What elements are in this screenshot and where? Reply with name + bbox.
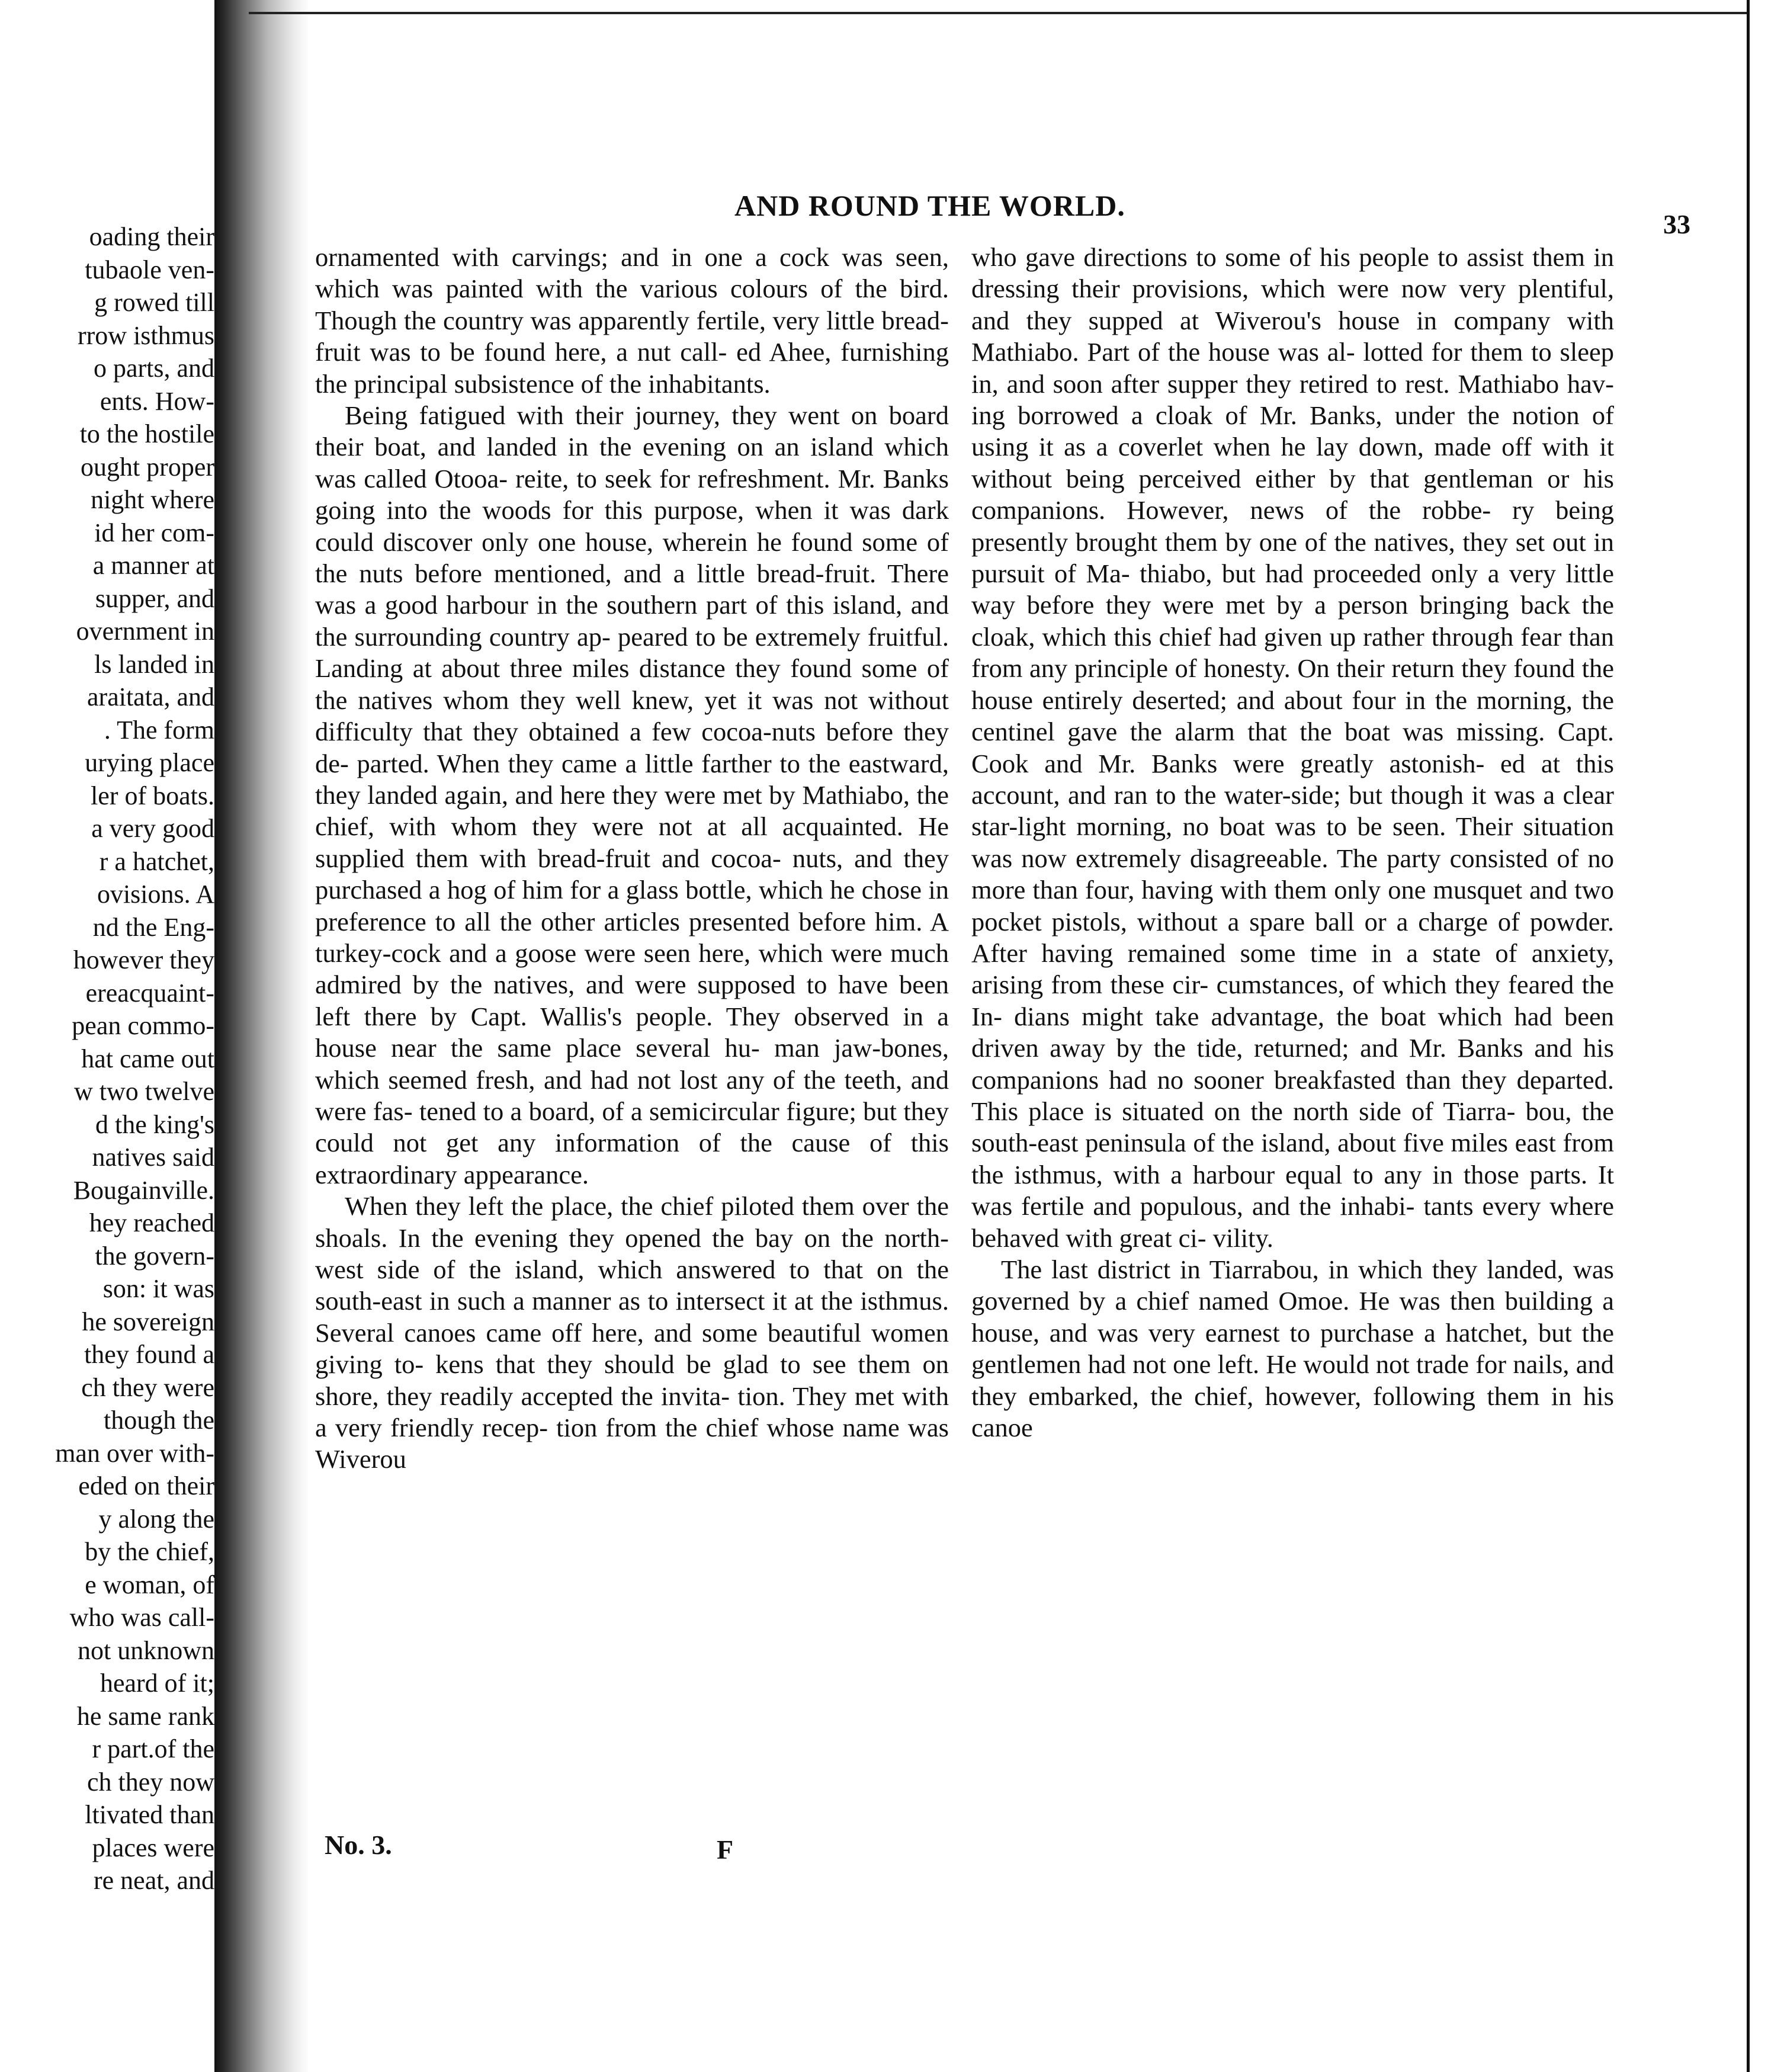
facing-page-line: to the hostile bbox=[79, 419, 214, 448]
signature-mark: F bbox=[717, 1834, 734, 1865]
facing-page-line: r part.of the bbox=[92, 1734, 214, 1763]
facing-page-line: d the king's bbox=[95, 1109, 214, 1139]
facing-page-line: son: it was bbox=[102, 1274, 214, 1303]
facing-page-line: by the chief, bbox=[85, 1537, 214, 1566]
facing-page-line: hey reached bbox=[89, 1208, 214, 1237]
facing-page-line: who was call- bbox=[69, 1603, 214, 1632]
facing-page-line: a very good bbox=[91, 814, 214, 843]
facing-page-line: r a hatchet, bbox=[99, 846, 214, 876]
facing-page-line: he same rank bbox=[76, 1701, 214, 1731]
facing-page-line: e woman, of bbox=[85, 1570, 214, 1599]
facing-page-line: urying place bbox=[85, 748, 214, 777]
facing-page-line: ler of boats. bbox=[91, 781, 214, 810]
facing-page bbox=[0, 0, 219, 2072]
page-number: 33 bbox=[1663, 209, 1690, 239]
facing-page-line: id her com- bbox=[94, 518, 214, 547]
page-right-edge bbox=[1747, 0, 1784, 2072]
running-head: AND ROUND THE WORLD. bbox=[734, 189, 1125, 222]
facing-page-line: heard of it; bbox=[100, 1669, 214, 1698]
binding-gutter bbox=[214, 0, 309, 2072]
facing-page-line: places were bbox=[92, 1833, 214, 1862]
facing-page-line: ought proper bbox=[80, 452, 214, 482]
facing-page-line: man over with- bbox=[55, 1438, 214, 1468]
facing-page-line: ereacquaint- bbox=[85, 978, 214, 1008]
facing-page-line: y along the bbox=[98, 1504, 214, 1534]
facing-page-line: ovisions. A bbox=[97, 880, 214, 909]
paragraph: who gave directions to some of his people to assist them in dressing their provisions, which were now very plentiful, and they supped at Wiverou's house in company with Mathiabo. Part of the house was al- lotted for them to sleep in, and soon after supper they retired to rest. Mathiabo hav- ing borrowed a cloak of Mr. Banks, under the notion of using it as a coverlet when he lay down, made off with it without being perceived either by that gentleman or his companions. However, news of the robbe- ry being presently brought them by one of the natives, they set out in pursuit of Ma- thiabo, but had proceeded only a very little way before they were met by a person bringing back the cloak, which this chief had given up rather through fear than from any principle of honesty. On their return they found the house entirely deserted; and about four in the morning, the centinel gave the alarm that the boat was missing. Capt. Cook and Mr. Banks were greatly astonish- ed at this account, and ran to the water-side; but though it was a clear star-light morning, no boat was to be seen. Their situation was now extremely disagreeable. The party consisted of no more than four, having with them only one musquet and two pocket pistols, without a spare ball or a charge of powder. After having remained some time in a state of anxiety, arising from these cir- cumstances, of which they feared the In- dians might take advantage, the boat which had been driven away by the tide, returned; and Mr. Banks and his companions had no sooner breakfasted than they departed. This place is situated on the north side of Tiarra- bou, the south-east peninsula of the island, about five miles east from the isthmus, with a harbour equal to any in those parts. It was fertile and populous, and the inhabi- tants every where behaved with great ci- vility. bbox=[971, 242, 1614, 1253]
facing-page-line: Bougainville. bbox=[73, 1175, 214, 1205]
facing-page-line: though the bbox=[104, 1406, 214, 1435]
facing-page-line: tubaole ven- bbox=[85, 255, 214, 284]
facing-page-line: natives said bbox=[92, 1143, 214, 1172]
facing-page-line: a manner at bbox=[92, 551, 214, 580]
facing-page-line: nd the Eng- bbox=[92, 912, 214, 942]
facing-page-line: w two twelve bbox=[73, 1077, 214, 1106]
facing-page-line: hat came out bbox=[81, 1044, 214, 1073]
page-top-edge bbox=[249, 12, 1750, 14]
facing-page-line: ents. How- bbox=[100, 386, 214, 416]
facing-page-line: not unknown bbox=[78, 1635, 214, 1665]
facing-page-line: re neat, and bbox=[94, 1866, 214, 1895]
facing-page-line: pean commo- bbox=[72, 1011, 214, 1040]
facing-page-line: they found a bbox=[84, 1340, 214, 1369]
facing-page-line: he sovereign bbox=[82, 1307, 214, 1336]
facing-page-line: overnment in bbox=[76, 617, 214, 646]
paragraph: When they left the place, the chief piloted them over the shoals. In the evening they opened the bay on the north-west side of the island, which answered to that on the south-east in such a manner as to intersect it at the isthmus. Several canoes came off here, and some beautiful women giving to- kens that they should be glad to see them on shore, they readily accepted the invita- tion. They met with a very friendly recep- tion from the chief whose name was Wiverou bbox=[315, 1191, 949, 1474]
facing-page-text bbox=[0, 220, 214, 1897]
text-column-left bbox=[315, 242, 949, 1476]
facing-page-line: supper, and bbox=[95, 583, 214, 613]
facing-page-line: ch they were bbox=[81, 1372, 214, 1402]
facing-page-line: night where bbox=[91, 485, 214, 514]
facing-page-line: oading their bbox=[89, 222, 214, 251]
issue-number: No. 3. bbox=[325, 1830, 392, 1860]
facing-page-line: o parts, and bbox=[93, 354, 214, 383]
facing-page-line: eded on their bbox=[78, 1471, 214, 1500]
facing-page-line: rrow isthmus bbox=[78, 320, 214, 350]
facing-page-line: however they bbox=[73, 945, 214, 974]
facing-page-line: ch they now bbox=[86, 1767, 214, 1797]
facing-page-line: araitata, and bbox=[87, 682, 214, 711]
facing-page-line: g rowed till bbox=[94, 288, 214, 317]
facing-page-line: . The form bbox=[104, 715, 214, 745]
facing-page-line: ls landed in bbox=[94, 649, 214, 679]
paragraph: The last district in Tiarrabou, in which they landed, was governed by a chief named Omoe. He was then building a house, and was very earnest to purchase a hatchet, but the gentlemen had not one left. He would not trade for nails, and they embarked, the chief, however, following them in his canoe bbox=[971, 1255, 1614, 1443]
facing-page-line: ltivated than bbox=[85, 1800, 214, 1829]
paragraph: ornamented with carvings; and in one a cock was seen, which was painted with the various colours of the bird. Though the country was apparently fertile, very little bread-fruit was to be found here, a nut call- ed Ahee, furnishing the principal subsistence of the inhabitants. bbox=[315, 242, 949, 399]
facing-page-line: the govern- bbox=[95, 1241, 214, 1271]
paragraph: Being fatigued with their journey, they went on board their boat, and landed in the evening on an island which was called Otooa- reite, to seek for refreshment. Mr. Banks going into the woods for this purpose, when it was dark could discover only one house, wherein he found some of the nuts before mentioned, and a little bread-fruit. There was a good harbour in the southern part of this island, and the surrounding country ap- peared to be extremely fruitful. Landing at about three miles distance they found some of the natives whom they well knew, yet it was not without difficulty that they obtained a few cocoa-nuts before they de- parted. When they came a little farther to the eastward, they landed again, and here they were met by Mathiabo, the chief, with whom they were not at all acquainted. He supplied them with bread-fruit and cocoa- nuts, and they purchased a hog of him for a glass bottle, which he chose in preference to all the other articles presented before him. A turkey-cock and a goose were seen here, which were much admired by the natives, and were supposed to have been left there by Capt. Wallis's people. They observed in a house near the same place several hu- man jaw-bones, which seemed fresh, and had not lost any of the teeth, and were fas- tened to a board, of a semicircular figure; but they could not get any information of the cause of this extraordinary appearance. bbox=[315, 400, 949, 1189]
text-column-right bbox=[971, 242, 1614, 1444]
